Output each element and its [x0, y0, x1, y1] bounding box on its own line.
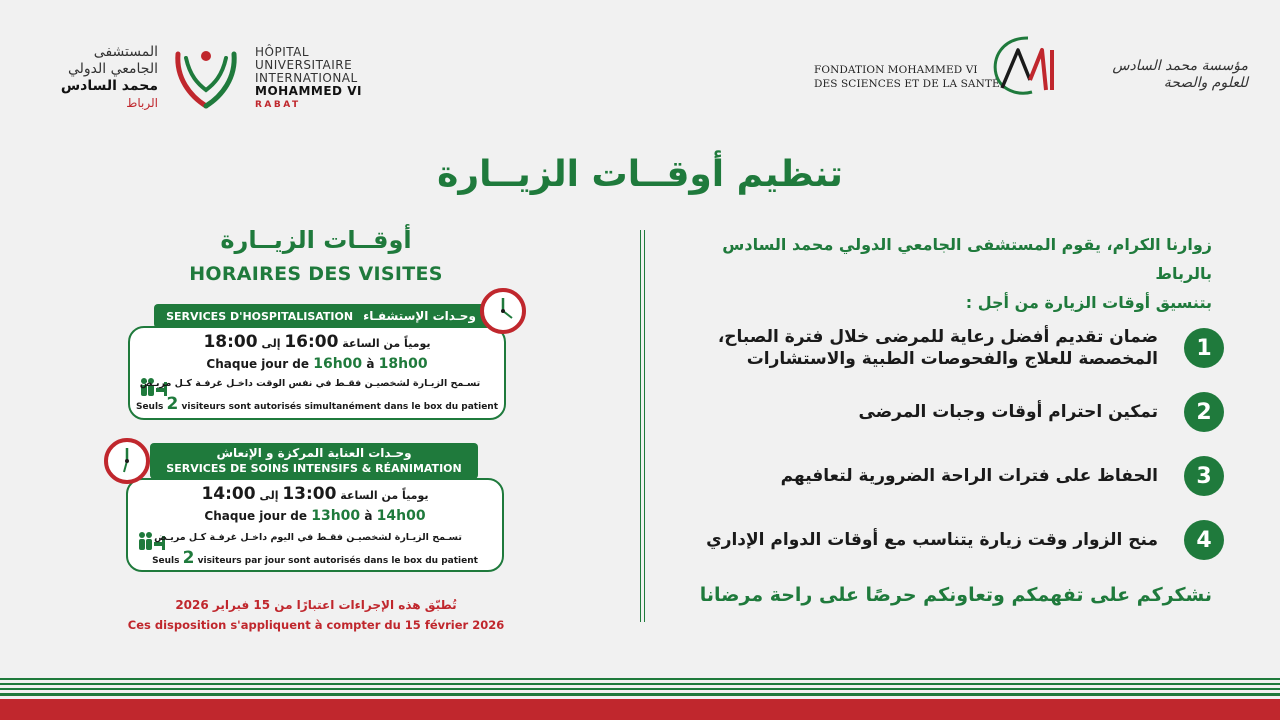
foundation-ar-line2: للعلوم والصحة	[1163, 75, 1248, 91]
reason-number-badge: 4	[1184, 520, 1224, 560]
effective-date-arabic: تُطبّق هذه الإجراءات اعتبارًا من 15 فبراير 2026	[175, 598, 457, 612]
icu-ar-end: 14:00	[201, 484, 256, 504]
hosp-note-fr-text: visiteurs sont autorisés simultanément dans le box du patient	[181, 402, 499, 412]
icu-count: 2	[182, 548, 195, 568]
foundation-name-arabic	[1072, 58, 1248, 92]
hosp-seuls: Seuls	[135, 402, 164, 412]
icu-fr-to: à	[364, 509, 373, 523]
column-divider	[640, 230, 645, 622]
hosp-hours-french	[130, 356, 504, 372]
hosp-hours-arabic	[130, 332, 504, 352]
reason-number-badge: 2	[1184, 392, 1224, 432]
hospital-ar-city: الرباط	[126, 96, 158, 110]
hospital-name-arabic	[40, 44, 158, 112]
foundation-fr-line1: FONDATION MOHAMMED VI	[814, 64, 978, 76]
visits-title-arabic: أوقــات الزيــارة	[220, 226, 412, 254]
icu-label-ar: وحـدات العناية المركزة و الإنعاش	[216, 446, 412, 460]
hospital-name-french	[255, 46, 362, 112]
hosp-note-arabic: تسـمح الزيـارة لشخصيـن فقـط في نفس الوقت داخـل غرفـة كـل مريـض	[139, 378, 481, 389]
hosp-ar-end: 18:00	[203, 332, 258, 352]
reason-text: الحفاظ على فترات الراحة الضرورية لتعافيهم	[780, 466, 1158, 486]
icu-ar-prefix: يومياً من الساعة	[340, 489, 429, 502]
thanks-message: نشكركم على تفهمكم وتعاونكم حرصًا على راحة مرضانا	[699, 584, 1212, 606]
icu-fr-prefix: Chaque jour de	[204, 509, 308, 523]
visits-title-french: HORAIRES DES VISITES	[189, 263, 443, 285]
reason-number-badge: 3	[1184, 456, 1224, 496]
icu-note-arabic: تسـمح الزيـارة لشخصيـن فقـط في اليوم داخـل غرفـة كـل مريـض	[154, 532, 462, 543]
icu-ar-start: 13:00	[282, 484, 337, 504]
hosp-fr-to: à	[366, 357, 375, 371]
hospital-logo-icon	[172, 44, 240, 112]
reason-number-badge: 1	[1184, 328, 1224, 368]
clock-icon	[480, 288, 526, 334]
reason-line: المخصصة للعلاج والفحوصات الطبية والاستشارات	[746, 349, 1158, 369]
page-title: تنظيم أوقــات الزيــارة	[437, 154, 843, 195]
intro-line1: زوارنا الكرام، يقوم المستشفى الجامعي الدولي محمد السادس بالرباط	[722, 235, 1212, 283]
icu-hours-french	[128, 508, 502, 524]
hosp-count: 2	[166, 394, 179, 414]
icu-seuls: Seuls	[152, 556, 180, 566]
hospitalisation-card	[128, 326, 506, 420]
hospital-fr-line4: MOHAMMED VI	[255, 84, 362, 98]
hospitalisation-label-ar: وحـدات الإستشفـاء	[363, 309, 476, 323]
icu-hours-arabic	[128, 484, 502, 504]
hospital-ar-line3: محمد السادس	[60, 78, 158, 94]
reason-text: تمكين احترام أوقات وجبات المرضى	[858, 402, 1158, 422]
icu-note-french	[128, 548, 502, 568]
hospitalisation-label	[154, 304, 488, 328]
hosp-ar-to: إلى	[261, 337, 281, 350]
reasons-list	[684, 316, 1224, 572]
icu-label-fr: SERVICES DE SOINS INTENSIFS & RÉANIMATION	[166, 462, 462, 475]
reason-item-2	[684, 380, 1224, 444]
intro-text	[692, 230, 1212, 317]
hospitalisation-label-fr: SERVICES D'HOSPITALISATION	[166, 309, 354, 323]
icu-fr-end: 14h00	[376, 508, 426, 524]
hosp-ar-start: 16:00	[284, 332, 339, 352]
reason-text	[718, 326, 1158, 370]
hospital-fr-line3: INTERNATIONAL	[255, 71, 358, 85]
reason-line: ضمان تقديم أفضل رعاية للمرضى خلال فترة الصباح،	[717, 327, 1158, 347]
hosp-fr-prefix: Chaque jour de	[206, 357, 310, 371]
intro-line2: بتنسيق أوقات الزيارة من أجل :	[965, 293, 1212, 312]
icu-ar-to: إلى	[259, 489, 279, 502]
reason-item-1	[684, 316, 1224, 380]
footer-stripes	[0, 678, 1280, 720]
hosp-fr-end: 18h00	[378, 356, 428, 372]
foundation-fr-line2: DES SCIENCES ET DE LA SANTÉ	[814, 78, 1000, 90]
effective-date-french: Ces disposition s'appliquent à compter du 15 février 2026	[127, 618, 505, 632]
icu-label	[150, 443, 478, 479]
hospital-fr-line2: UNIVERSITAIRE	[255, 58, 353, 72]
hosp-ar-prefix: يومياً من الساعة	[342, 337, 431, 350]
icu-fr-start: 13h00	[311, 508, 361, 524]
hospital-fr-line1: HÔPITAL	[255, 45, 310, 59]
hospital-ar-line2: الجامعي الدولي	[67, 61, 158, 77]
reason-item-3	[684, 444, 1224, 508]
icu-card	[126, 478, 504, 572]
hospital-ar-line1: المستشفى	[93, 44, 158, 60]
clock-icon	[104, 438, 150, 484]
foundation-logo-icon	[988, 32, 1068, 98]
reason-item-4	[684, 508, 1224, 572]
foundation-name-french	[814, 63, 1000, 91]
hosp-fr-start: 16h00	[313, 356, 363, 372]
hospital-fr-city: RABAT	[255, 100, 301, 110]
reason-text: منح الزوار وقت زيارة يتناسب مع أوقات الدوام الإداري	[706, 530, 1158, 550]
icu-note-fr-text: visiteurs par jour sont autorisés dans le box du patient	[197, 556, 478, 566]
hosp-note-french	[130, 394, 504, 414]
foundation-ar-line1: مؤسسة محمد السادس	[1112, 58, 1248, 74]
